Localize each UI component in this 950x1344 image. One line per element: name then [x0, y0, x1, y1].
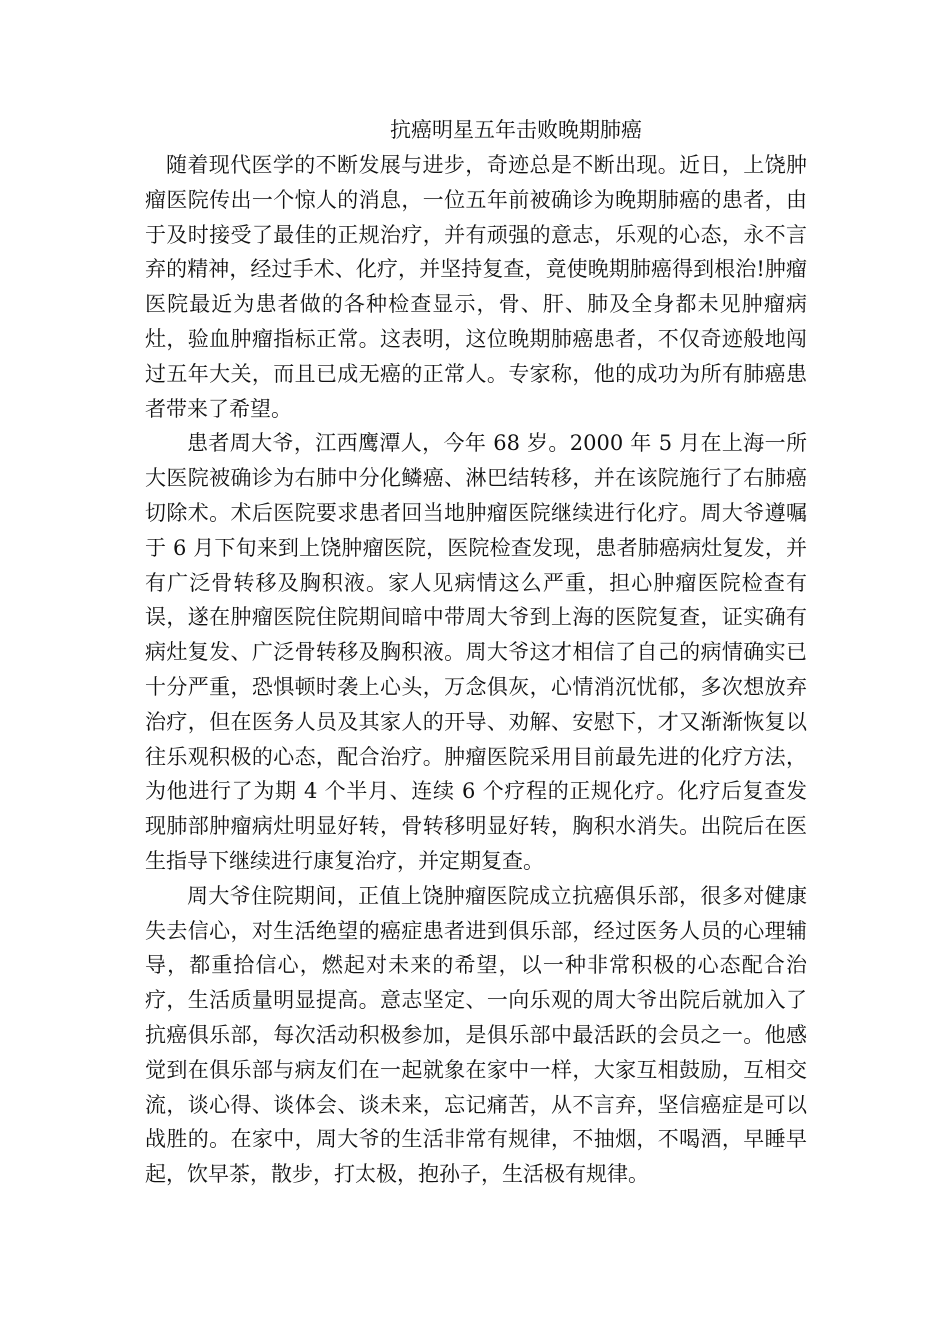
- paragraph-intro: 随着现代医学的不断发展与进步，奇迹总是不断出现。近日，上饶肿瘤医院传出一个惊人的消息，一位五年前被确诊为晚期肺癌的患者，由于及时接受了最佳的正规治疗，并有顽强的意志，乐观的心态，永不言弃的精神，经过手术、化疗，并坚持复查，竟使晚期肺癌得到根治!肿瘤医院最近为患者做的各种检查显示，骨、肝、肺及全身都未见肿瘤病灶，验血肿瘤指标正常。这表明，这位晚期肺癌患者，不仅奇迹般地闯过五年大关，而且已成无癌的正常人。专家称，他的成功为所有肺癌患者带来了希望。: [145, 153, 807, 421]
- document-title: 抗癌明星五年击败晚期肺癌: [390, 118, 642, 142]
- paragraph-patient-history: 患者周大爷，江西鹰潭人，今年 68 岁。2000 年 5 月在上海一所大医院被确诊为右肺中分化鳞癌、淋巴结转移，并在该院施行了右肺癌切除术。术后医院要求患者回当地肿瘤医院继续进行化疗。周大爷遵嘱于 6 月下旬来到上饶肿瘤医院，医院检查发现，患者肺癌病灶复发，并有广泛骨转移及胸积液。家人见病情这么严重，担心肿瘤医院检查有误，遂在肿瘤医院住院期间暗中带周大爷到上海的医院复查，证实确有病灶复发、广泛骨转移及胸积液。周大爷这才相信了自己的病情确实已十分严重，恐惧顿时袭上心头，万念俱灰，心情消沉忧郁，多次想放弃治疗，但在医务人员及其家人的开导、劝解、安慰下，才又渐渐恢复以往乐观积极的心态，配合治疗。肿瘤医院采用目前最先进的化疗方法，为他进行了为期 4 个半月、连续 6 个疗程的正规化疗。化疗后复查发现肺部肿瘤病灶明显好转，骨转移明显好转，胸积水消失。出院后在医生指导下继续进行康复治疗，并定期复查。: [145, 431, 807, 873]
- paragraph-anti-cancer-club: 周大爷住院期间，正值上饶肿瘤医院成立抗癌俱乐部，很多对健康失去信心，对生活绝望的癌症患者进到俱乐部，经过医务人员的心理辅导，都重拾信心，燃起对未来的希望，以一种非常积极的心态配合治疗，生活质量明显提高。意志坚定、一向乐观的周大爷出院后就加入了抗癌俱乐部，每次活动积极参加，是俱乐部中最活跃的会员之一。他感觉到在俱乐部与病友们在一起就象在家中一样，大家互相鼓励，互相交流，谈心得、谈体会、谈未来，忘记痛苦，从不言弃，坚信癌症是可以战胜的。在家中，周大爷的生活非常有规律，不抽烟，不喝酒，早睡早起，饮早茶，散步，打太极，抱孙子，生活极有规律。: [145, 883, 807, 1187]
- document-body: [145, 112, 807, 1192]
